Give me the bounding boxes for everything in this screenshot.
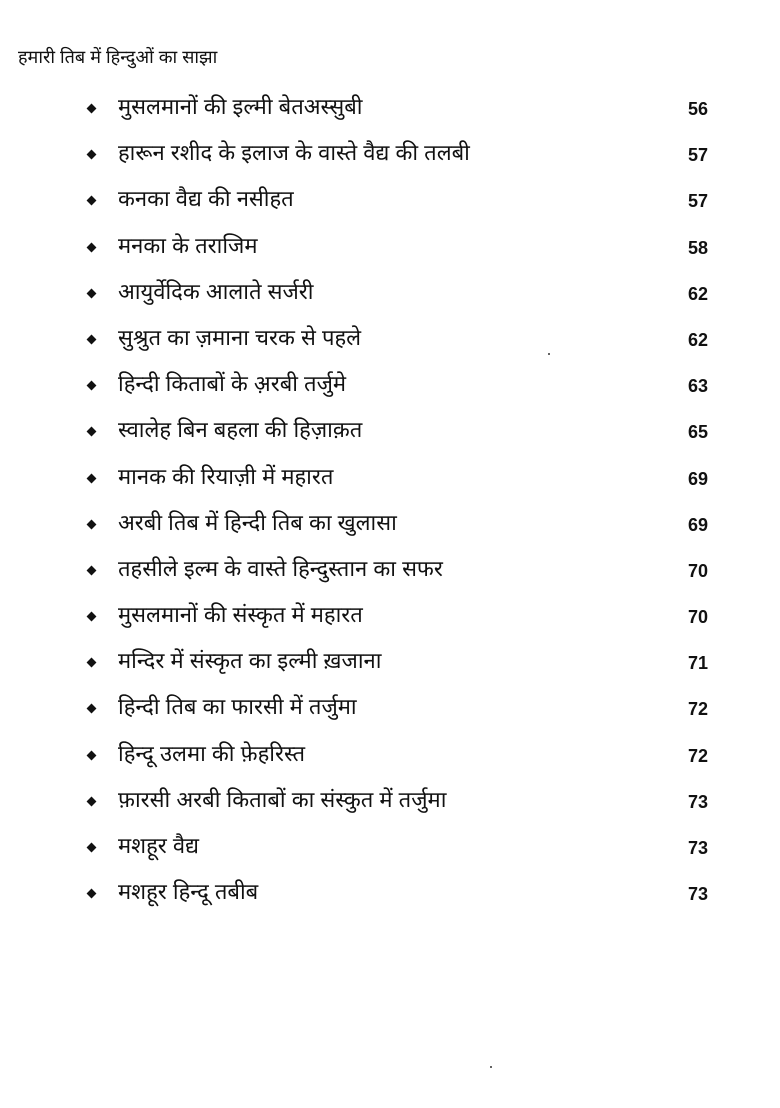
toc-entry-title: अरबी तिब में हिन्दी तिब का खुलासा [118,509,397,535]
bullet-diamond-icon [87,658,97,668]
toc-entry[interactable] [0,365,780,411]
toc-entry[interactable] [0,227,780,273]
toc-entry-title: मन्दिर में संस्कृत का इल्मी ख़जाना [118,648,382,674]
bullet-diamond-icon [87,288,97,298]
toc-entry[interactable] [0,873,780,919]
toc-entry[interactable] [0,504,780,550]
toc-entry-page-number: 72 [687,745,708,766]
toc-entry-page-number: 62 [687,329,708,350]
bullet-diamond-icon [87,150,97,160]
bullet-diamond-icon [87,427,97,437]
toc-entry-title: मशहूर वैद्य [118,833,200,858]
toc-entry-page-number: 62 [687,283,708,304]
toc-entry-page-number: 69 [687,468,708,489]
toc-entry-title: मुसलमानों की इल्मी बेतअस्सुबी [118,94,363,119]
toc-entry-title: मशहूर हिन्दू तबीब [118,879,259,905]
toc-entry-page-number: 65 [687,422,708,443]
bullet-diamond-icon [87,473,97,483]
toc-entry-page-number: 71 [687,653,708,674]
bullet-diamond-icon [87,519,97,529]
bullet-diamond-icon [87,334,97,344]
toc-entry-title: सुश्रुत का ज़माना चरक से पहले [118,324,362,350]
toc-entry-title: हिन्दी किताबों के अ़रबी तर्जुमे [118,371,347,397]
bullet-diamond-icon [87,889,97,899]
toc-entry-page-number: 57 [687,191,708,212]
toc-entry-title: हिन्दू उलमा की फ़ेहरिस्त [118,740,306,766]
bullet-diamond-icon [87,612,97,622]
toc-entry-title: मानक की रियाज़ी में महारत [118,463,334,489]
bullet-diamond-icon [87,704,97,714]
toc-entry-page-number: 70 [687,607,708,628]
toc-entry-title: तहसीले इल्म के वास्ते हिन्दुस्तान का सफर [118,555,443,581]
toc-entry[interactable] [0,134,780,180]
toc-entry-page-number: 70 [687,560,708,581]
bullet-diamond-icon [87,381,97,391]
bullet-diamond-icon [87,750,97,760]
toc-entry-page-number: 57 [687,145,708,166]
toc-entry-title: मुसलमानों की संस्कृत में महारत [118,602,363,628]
toc-entry[interactable] [0,273,780,319]
toc-entry-title: हारून रशीद के इलाज के वास्ते वैद्य की तलबी [118,140,470,166]
toc-entry-title: हिन्दी तिब का फारसी में तर्जुमा [118,694,357,720]
toc-entry-title: फ़ारसी अरबी किताबों का संस्कुत में तर्जुमा [118,786,447,812]
bullet-diamond-icon [87,796,97,806]
toc-entry[interactable] [0,458,780,504]
bullet-diamond-icon [87,843,97,853]
toc-entry-page-number: 73 [687,838,708,858]
toc-entry[interactable] [0,88,780,134]
toc-entry-title: आयुर्वेदिक आलाते सर्जरी [118,278,314,304]
bullet-diamond-icon [87,104,97,114]
toc-entry-page-number: 72 [687,699,708,720]
scan-speck [548,353,550,355]
bullet-diamond-icon [87,196,97,206]
toc-entry[interactable] [0,319,780,365]
toc-entry-page-number: 58 [687,237,708,258]
toc-entry-page-number: 73 [687,884,708,905]
toc-entry[interactable] [0,827,780,873]
toc-entry[interactable] [0,596,780,642]
toc-entry[interactable] [0,688,780,734]
table-of-contents [0,88,780,919]
scan-speck [490,1066,492,1068]
toc-entry-page-number: 63 [687,376,708,397]
toc-entry-page-number: 69 [687,514,708,535]
toc-entry-page-number: 73 [687,791,708,812]
toc-entry[interactable] [0,781,780,827]
bullet-diamond-icon [87,565,97,575]
bullet-diamond-icon [87,242,97,252]
toc-entry-title: स्वालेह बिन बहला की हिज़ाक़त [118,417,363,443]
toc-entry-title: मनका के तराजिम [118,232,258,258]
toc-entry[interactable] [0,180,780,226]
toc-entry[interactable] [0,642,780,688]
toc-entry-title: कनका वैद्य की नसीहत [118,186,294,212]
page-header: हमारी तिब में हिन्दुओं का साझा [18,47,218,67]
toc-entry-page-number: 56 [687,99,708,119]
toc-entry[interactable] [0,550,780,596]
toc-entry[interactable] [0,411,780,457]
toc-entry[interactable] [0,735,780,781]
